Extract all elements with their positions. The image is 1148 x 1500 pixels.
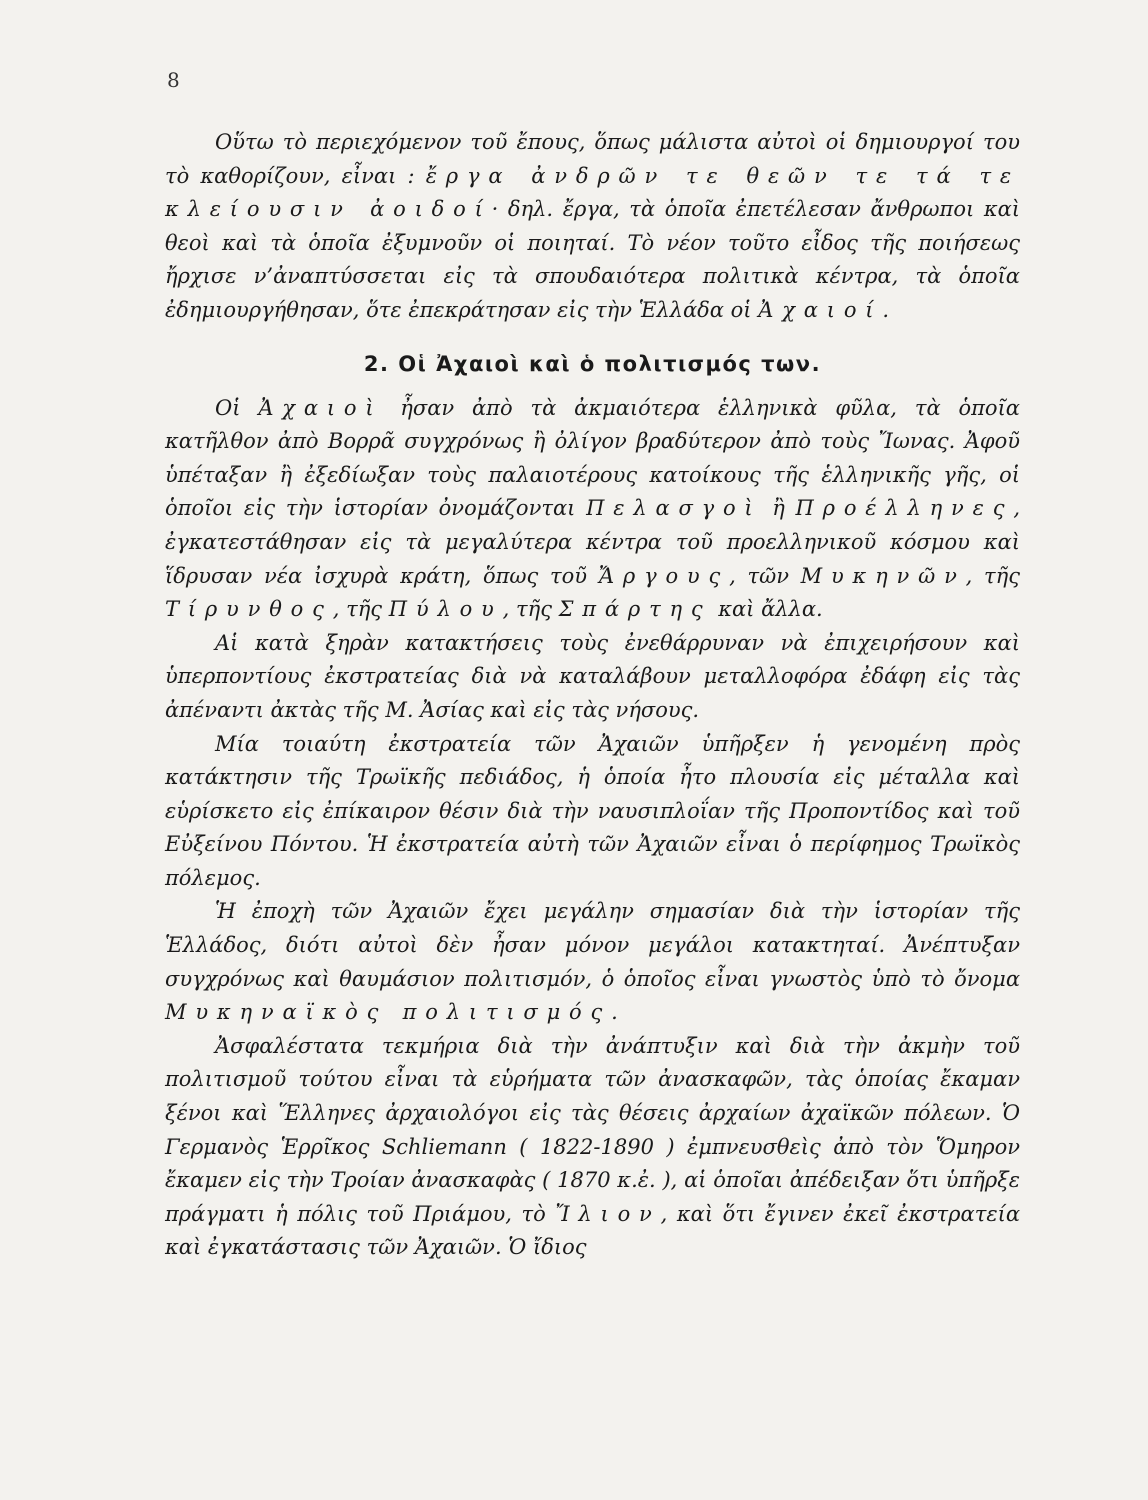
- page-body: [165, 126, 1020, 1265]
- text-run: ἦσαν ἀπὸ τὰ ἀκμαιότερα ἑλληνικὰ φῦλα, τὰ ὁποῖα κατῆλθον ἀπὸ Βορρᾶ συγχρόνως ἢ ὀλίγον βραδύτερον ἀπὸ τοὺς Ἴωνας. Ἀφοῦ ὑπέταξαν ἢ ἐξεδίωξαν τοὺς παλαιοτέρους κατοίκους τῆς ἑλληνικῆς γῆς, οἱ ὁποῖοι εἰς τὴν ἱστορίαν ὀνομάζονται: [165, 395, 1020, 521]
- text-run: ἢ: [761, 496, 796, 521]
- text-run: , ἐγκατεστάθησαν εἰς τὰ μεγαλύτερα κέντρα τοῦ προελληνικοῦ κόσμου καὶ ἵδρυσαν νέα ἰσχυρὰ κράτη, ὅπως τοῦ: [165, 496, 1020, 588]
- text-run: Οἱ: [215, 395, 259, 420]
- text-run: .: [882, 297, 890, 322]
- paragraph-conquests: [165, 627, 1020, 728]
- text-run: , τῆς: [332, 597, 389, 622]
- spaced-emphasis: Πύλου: [388, 597, 503, 622]
- text-run: καὶ ἄλλα.: [711, 597, 823, 622]
- spaced-emphasis: Σπάρτης: [558, 597, 712, 622]
- text-run: .: [611, 1000, 618, 1025]
- spaced-emphasis: Μυκηνῶν: [800, 563, 966, 588]
- text-run: , τῶν: [729, 563, 801, 588]
- page-number: 8: [167, 68, 180, 92]
- spaced-emphasis: Ἄργους: [598, 563, 730, 588]
- spaced-emphasis: Ἴλιον: [555, 1201, 661, 1226]
- text-run: · δηλ. ἔργα, τὰ ὁποῖα ἐπετέλεσαν ἄνθρωποι καὶ θεοὶ καὶ τὰ ὁποῖα ἐξυμνοῦν οἱ ποιηταί. Τὸ νέον τοῦτο εἶδος τῆς ποιήσεως ἤρχισε ν’ἀναπτύσσεται εἰς τὰ σπουδαιότερα πολιτικὰ κέντρα, τὰ ὁποῖα ἐδημιουργήθησαν, ὅτε ἐπεκράτησαν εἰς τὴν Ἑλλάδα οἱ: [165, 197, 1020, 322]
- paragraph-trojan-war: [165, 728, 1020, 896]
- paragraph-excavations: [165, 1030, 1020, 1265]
- section-heading: 2. Οἱ Ἀχαιοὶ καὶ ὁ πολιτισμός των.: [363, 351, 822, 376]
- text-run: Μία τοιαύτη ἐκστρατεία τῶν Ἀχαιῶν ὑπῆρξεν ἡ γενομένη πρὸς κατάκτησιν τῆς Τρωϊκῆς πεδιάδος, ἡ ὁποία ἦτο πλουσία εἰς μέταλλα καὶ εὑρίσκετο εἰς ἐπίκαιρον θέσιν διὰ τὴν ναυσιπλοΐαν τῆς Προποντίδος καὶ τοῦ Εὐξείνου Πόντου. Ἡ ἐκστρατεία αὐτὴ τῶν Ἀχαιῶν εἶναι ὁ περίφημος Τρωϊκὸς πόλεμος.: [165, 731, 1020, 890]
- paragraph-mycenaean-civilization: [165, 895, 1020, 1029]
- text-run: Ἀσφαλέστατα τεκμήρια διὰ τὴν ἀνάπτυξιν καὶ διὰ τὴν ἀκμὴν τοῦ πολιτισμοῦ τούτου εἶναι τὰ εὑρήματα τῶν ἀνασκαφῶν, τὰς ὁποίας ἔκαμαν ξένοι καὶ Ἕλληνες ἀρχαιολόγοι εἰς τὰς θέσεις ἀρχαίων ἀχαϊκῶν πόλεων. Ὁ Γερμανὸς Ἑρρῖκος Schliemann ( 1822-1890 ) ἐμπνευσθεὶς ἀπὸ τὸν Ὅμηρον ἔκαμεν εἰς τὴν Τροίαν ἀνασκαφὰς ( 1870 κ.ἐ. ), αἱ ὁποῖαι ἀπέδειξαν ὅτι ὑπῆρξε πράγματι ἡ πόλις τοῦ Πριάμου, τὸ: [165, 1033, 1020, 1226]
- paragraph-achaeans-origin: [165, 392, 1020, 627]
- text-run: Αἱ κατὰ ξηρὰν κατακτήσεις τοὺς ἐνεθάρρυναν νὰ ἐπιχειρήσουν καὶ ὑπερποντίους ἐκστρατείας διὰ νὰ καταλάβουν μεταλλοφόρα ἐδάφη εἰς τὰς ἀπέναντι ἀκτὰς τῆς Μ. Ἀσίας καὶ εἰς τὰς νήσους.: [165, 630, 1020, 722]
- text-run: Οὕτω τὸ περιεχόμενον τοῦ ἔπους, ὅπως μάλιστα αὐτοὶ οἱ δημιουργοί του τὸ καθορίζουν, εἶναι :: [165, 130, 1020, 188]
- spaced-emphasis: Μυκηναϊκὸς πολιτισμός: [165, 1000, 612, 1025]
- spaced-emphasis: Προέλληνες: [795, 496, 1014, 521]
- paragraph-epic-content: [165, 126, 1020, 328]
- text-run: , τῆς: [502, 597, 559, 622]
- spaced-emphasis: Τίρυνθος: [165, 597, 333, 622]
- text-run: Ἡ ἐποχὴ τῶν Ἀχαιῶν ἔχει μεγάλην σημασίαν διὰ τὴν ἱστορίαν τῆς Ἑλλάδος, διότι αὐτοὶ δὲν ἦσαν μόνον μεγάλοι κατακτηταί. Ἀνέπτυξαν συγχρόνως καὶ θαυμάσιον πολιτισμόν, ὁ ὁποῖος εἶναι γνωστὸς ὑπὸ τὸ ὄνομα: [165, 899, 1020, 991]
- text-run: , τῆς: [965, 563, 1020, 588]
- spaced-emphasis: ἔργα ἀνδρῶν τε θεῶν τε τά τε κλείουσιν ἀοιδοί: [165, 163, 1020, 222]
- spaced-emphasis: Ἀχαιοὶ: [258, 395, 383, 420]
- spaced-emphasis: Πελασγοὶ: [586, 496, 762, 521]
- text-run: , καὶ ὅτι ἔγινεν ἐκεῖ ἐκστρατεία καὶ ἐγκατάστασις τῶν Ἀχαιῶν. Ὁ ἴδιος: [165, 1201, 1021, 1260]
- spaced-emphasis: Ἀχαιοί: [758, 297, 883, 322]
